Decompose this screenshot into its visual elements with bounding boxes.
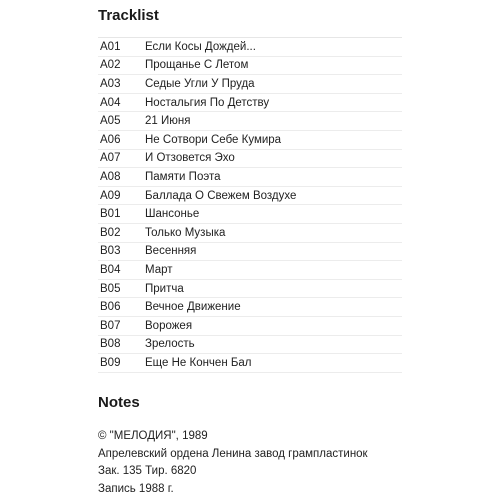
note-line: Запись 1988 г.	[98, 482, 174, 495]
track-title: Баллада О Свежем Воздухе	[145, 189, 297, 202]
track-position: B05	[100, 282, 121, 295]
track-position: B03	[100, 245, 121, 258]
track-title: Прощанье С Летом	[145, 59, 249, 72]
track-title: Вечное Движение	[145, 301, 241, 314]
track-title: Март	[145, 263, 173, 276]
track-row	[98, 131, 402, 150]
track-row	[98, 57, 402, 76]
track-position: A01	[100, 40, 121, 53]
track-title: Если Косы Дождей...	[145, 40, 256, 53]
track-row	[98, 336, 402, 355]
track-position: B06	[100, 301, 121, 314]
tracklist-heading: Tracklist	[98, 7, 159, 24]
notes-heading: Notes	[98, 394, 140, 411]
track-row	[98, 261, 402, 280]
track-row	[98, 168, 402, 187]
track-position: B02	[100, 226, 121, 239]
track-position: B01	[100, 208, 121, 221]
track-title: Ностальгия По Детству	[145, 96, 270, 109]
track-position: A03	[100, 77, 121, 90]
note-line: Апрелевский ордена Ленина завод грампластинок	[98, 447, 368, 460]
track-title: Притча	[145, 282, 184, 295]
track-row	[98, 38, 402, 57]
track-title: 21 Июня	[145, 115, 191, 128]
track-row	[98, 75, 402, 94]
track-row	[98, 243, 402, 262]
track-row	[98, 187, 402, 206]
track-title: Не Сотвори Себе Кумира	[145, 133, 282, 146]
track-position: B07	[100, 319, 121, 332]
track-position: A06	[100, 133, 121, 146]
track-title: Памяти Поэта	[145, 170, 221, 183]
track-position: B04	[100, 263, 121, 276]
track-position: A09	[100, 189, 121, 202]
track-title: Только Музыка	[145, 226, 226, 239]
notes-section	[98, 428, 428, 498]
note-line: © "МЕЛОДИЯ", 1989	[98, 430, 208, 442]
track-position: B08	[100, 338, 121, 351]
track-title: Седые Угли У Пруда	[145, 77, 255, 90]
track-row	[98, 150, 402, 169]
track-row	[98, 280, 402, 299]
track-position: A05	[100, 115, 121, 128]
track-row	[98, 298, 402, 317]
track-row	[98, 224, 402, 243]
track-row	[98, 317, 402, 336]
track-position: B09	[100, 356, 121, 369]
track-title: Еще Не Кончен Бал	[145, 356, 252, 369]
track-title: Зрелость	[145, 338, 195, 351]
track-row	[98, 354, 402, 373]
track-position: A08	[100, 170, 121, 183]
track-row	[98, 112, 402, 131]
track-title: Весенняя	[145, 245, 197, 258]
track-row	[98, 205, 402, 224]
track-position: A07	[100, 152, 121, 165]
track-title: И Отзовется Эхо	[145, 152, 235, 165]
track-title: Шансонье	[145, 208, 200, 221]
track-row	[98, 94, 402, 113]
track-title: Ворожея	[145, 319, 193, 332]
track-position: A02	[100, 59, 121, 72]
note-line: Зак. 135 Тир. 6820	[98, 465, 197, 477]
tracklist-table	[98, 37, 402, 373]
track-position: A04	[100, 96, 121, 109]
